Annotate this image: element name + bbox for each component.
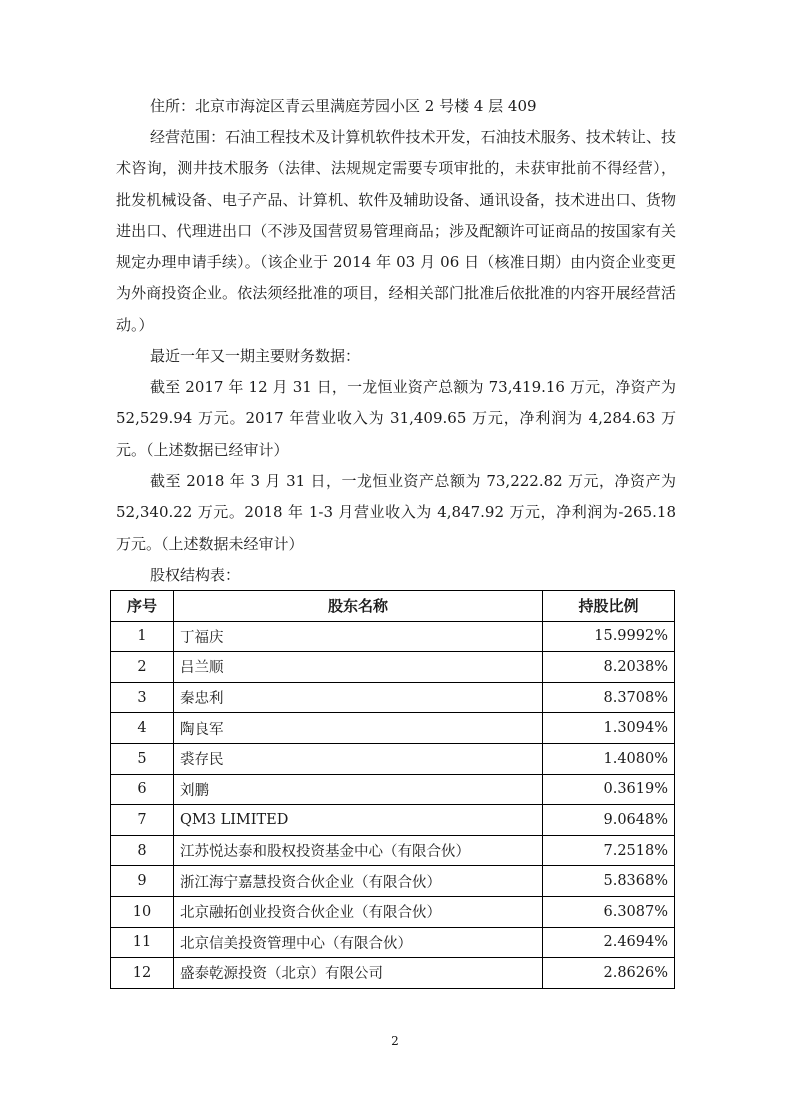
share-ratio: 6.3087% [543, 896, 675, 927]
shareholder-name: 江苏悦达泰和股权投资基金中心（有限合伙） [174, 835, 543, 866]
table-row [111, 805, 675, 836]
row-index: 10 [111, 896, 174, 927]
table-row [111, 927, 675, 958]
table-row [111, 682, 675, 713]
shareholder-name: QM3 LIMITED [174, 805, 543, 836]
share-ratio: 1.3094% [543, 713, 675, 744]
shareholder-name: 陶良军 [174, 713, 543, 744]
shareholder-name: 吕兰顺 [174, 652, 543, 683]
financial-data-heading: 最近一年又一期主要财务数据： [150, 347, 361, 365]
shareholder-name: 丁福庆 [174, 621, 543, 652]
table-row [111, 896, 675, 927]
row-index: 5 [111, 743, 174, 774]
header-shareholder-name: 股东名称 [174, 591, 543, 622]
table-title: 股权结构表： [150, 566, 241, 584]
shareholder-name: 刘鹏 [174, 774, 543, 805]
share-ratio: 1.4080% [543, 743, 675, 774]
business-scope-paragraph: 经营范围：石油工程技术及计算机软件技术开发，石油技术服务、技术转让、技术咨询，测井技术服务（法律、法规规定需要专项审批的，未获审批前不得经营），批发机械设备、电子产品、计算机、软件及辅助设备、通讯设备，技术进出口、货物进出口、代理进出口（不涉及国营贸易管理商品；涉及配额许可证商品的按国家有关规定办理申请手续）。（该企业于 2014 年 03 月 06 日（核准日期）由内资企业变更为外商投资企业。依法须经批准的项目，经相关部门批准后依批准的内容开展经营活动。） [116, 128, 676, 334]
address-paragraph: 住所：北京市海淀区青云里满庭芳园小区 2 号楼 4 层 409 [150, 97, 537, 115]
row-index: 6 [111, 774, 174, 805]
row-index: 11 [111, 927, 174, 958]
row-index: 12 [111, 958, 174, 989]
shareholder-name: 秦忠利 [174, 682, 543, 713]
shareholder-name: 裘存民 [174, 743, 543, 774]
shareholder-name: 盛泰乾源投资（北京）有限公司 [174, 958, 543, 989]
table-row [111, 958, 675, 989]
share-ratio: 7.2518% [543, 835, 675, 866]
table-row [111, 652, 675, 683]
row-index: 7 [111, 805, 174, 836]
row-index: 3 [111, 682, 174, 713]
table-header-row [111, 591, 675, 622]
row-index: 1 [111, 621, 174, 652]
share-ratio: 5.8368% [543, 866, 675, 897]
page-number: 2 [391, 1034, 399, 1048]
row-index: 2 [111, 652, 174, 683]
header-share-ratio: 持股比例 [543, 591, 675, 622]
share-ratio: 15.9992% [543, 621, 675, 652]
table-row [111, 743, 675, 774]
share-ratio: 0.3619% [543, 774, 675, 805]
header-index: 序号 [111, 591, 174, 622]
table-row [111, 835, 675, 866]
row-index: 9 [111, 866, 174, 897]
table-row [111, 774, 675, 805]
financial-2017-paragraph: 截至 2017 年 12 月 31 日，一龙恒业资产总额为 73,419.16 万元，净资产为 52,529.94 万元。2017 年营业收入为 31,409.65 万元，净利润为 4,284.63 万元。（上述数据已经审计） [116, 378, 676, 459]
row-index: 4 [111, 713, 174, 744]
shareholder-name: 北京信美投资管理中心（有限合伙） [174, 927, 543, 958]
share-ratio: 2.4694% [543, 927, 675, 958]
shareholder-name: 浙江海宁嘉慧投资合伙企业（有限合伙） [174, 866, 543, 897]
table-row [111, 866, 675, 897]
table-row [111, 621, 675, 652]
table-row [111, 713, 675, 744]
share-ratio: 9.0648% [543, 805, 675, 836]
equity-structure-table [110, 590, 675, 989]
financial-2018-paragraph: 截至 2018 年 3 月 31 日，一龙恒业资产总额为 73,222.82 万元，净资产为 52,340.22 万元。2018 年 1-3 月营业收入为 4,847.92 万元，净利润为-265.18 万元。（上述数据未经审计） [116, 472, 676, 553]
share-ratio: 8.3708% [543, 682, 675, 713]
shareholder-name: 北京融拓创业投资合伙企业（有限合伙） [174, 896, 543, 927]
share-ratio: 8.2038% [543, 652, 675, 683]
row-index: 8 [111, 835, 174, 866]
share-ratio: 2.8626% [543, 958, 675, 989]
